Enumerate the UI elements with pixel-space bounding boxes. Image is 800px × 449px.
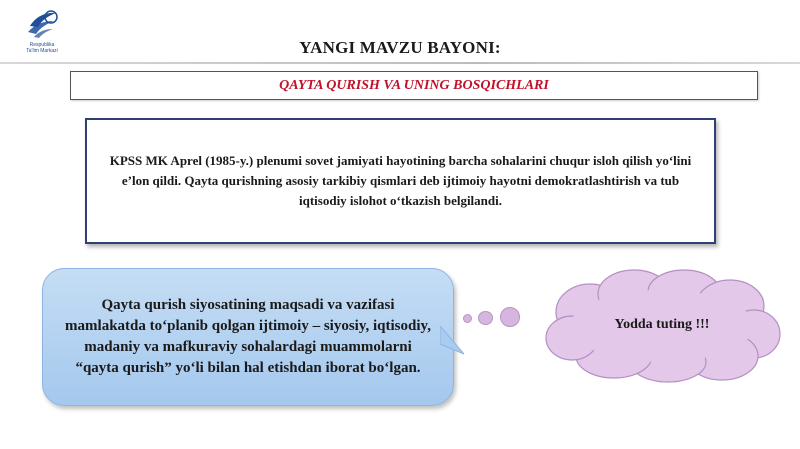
cloud-text: Yodda tuting !!! xyxy=(614,317,710,332)
main-text-box xyxy=(85,118,716,244)
thought-dot-small xyxy=(463,314,472,323)
logo-line-1: Respublika xyxy=(29,42,55,48)
header-divider xyxy=(0,62,800,64)
cloud-text-wrap xyxy=(542,266,782,384)
subtitle-text: QAYTA QURISH VA UNING BOSQICHLARI xyxy=(279,77,549,93)
bird-logo-icon xyxy=(26,8,58,40)
speech-bubble xyxy=(42,268,454,406)
page-title: YANGI MAVZU BAYONI: xyxy=(299,38,501,57)
thought-dot-medium xyxy=(478,311,493,325)
main-text: KPSS MK Aprel (1985-y.) plenumi sovet jamiyati hayotining barcha sohalarini chuqur isloh qilish yo‘lini e’lon qildi. Qayta qurishning asosiy tarkibiy qismlari deb ijtimoiy hayotni demokratlashtirish va tub iqtisodiy islohot o‘tkazish belgilandi. xyxy=(109,153,692,208)
speech-text: Qayta qurish siyosatining maqsadi va vazifasi mamlakatda to‘planib qolgan ijtimoiy – siyosiy, iqtisodiy, madaniy va mafkuraviy sohalardagi muammolarni “qayta qurish” yo‘li bilan hal etishdan iborat bo‘lgan. xyxy=(65,297,431,376)
speech-bubble-tail xyxy=(440,326,466,356)
logo-line-2: Ta'lim Markazi xyxy=(26,48,58,54)
thought-cloud xyxy=(542,266,782,384)
subtitle-box xyxy=(70,71,758,100)
thought-dot-large xyxy=(500,307,520,327)
